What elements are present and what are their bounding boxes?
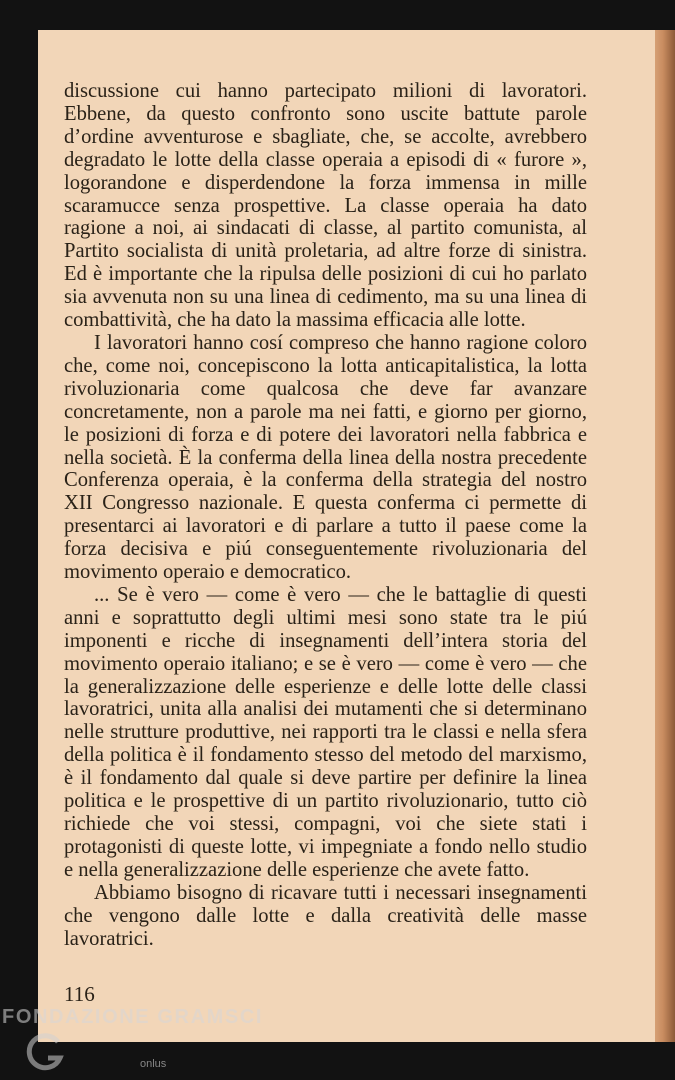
paragraph-3: ... Se è vero — come è vero — che le battaglie di questi anni e soprattutto degli ultimi mesi sono state tra le piú imponenti e ricche di insegnamenti dell’intera storia del movimento operaio italiano; e se è vero — come è vero — che la generalizzazione delle esperienze e delle lotte delle classi lavoratrici, unita alla analisi dei mutamenti che si determinano nelle strutture produttive, nei rapporti tra le classi e nella sfera della politica è il fondamento stesso del metodo del marxismo, è il fondamento dal quale si deve partire per definire la linea politica e le prospettive di un partito rivoluzionario, tutto ciò richiede che voi stessi, compagni, voi che siete stati i protagonisti di queste lotte, vi impegniate a fondo nello studio e nella generalizzazione delle esperienze che avete fatto. [64,583,587,881]
paragraph-1: discussione cui hanno partecipato milioni di lavoratori. Ebbene, da questo confronto sono uscite battute parole d’ordine avventurose e sbagliate, che, se accolte, avrebbero degradato le lotte della classe operaia a episodi di « furore », logorandone e disperdendone la forza immensa in mille scaramucce senza prospettive. La classe operaia ha dato ragione a noi, ai sindacati di classe, al partito comunista, al Partito socialista di unità proletaria, ad altre forze di sinistra. Ed è importante che la ripulsa delle posizioni di cui ho parlato sia avvenuta non su una linea di cedimento, ma su una linea di combattività, che ha dato la massima efficacia alle lotte. [64,80,587,332]
body-text [64,80,587,950]
book-edge [655,30,675,1042]
page-number: 116 [64,982,95,1006]
watermark-text: FONDAZIONE GRAMSCI [2,1006,264,1028]
paragraph-4: Abbiamo bisogno di ricavare tutti i necessari insegnamenti che vengono dalle lotte e dalla creatività delle masse lavoratrici. [64,881,587,950]
gramsci-logo-icon [26,1032,66,1072]
watermark-onlus: onlus [140,1058,167,1070]
watermark [2,1006,264,1076]
paragraph-2: I lavoratori hanno cosí compreso che hanno ragione coloro che, come noi, concepiscono la lotta anticapitalistica, la lotta rivoluzionaria come qualcosa che deve far avanzare concretamente, non a parole ma nei fatti, e giorno per giorno, le posizioni di forza e di potere dei lavoratori nella fabbrica e nella società. È la conferma della linea della nostra precedente Conferenza operaia, è la conferma della strategia del nostro XII Congresso nazionale. E questa conferma ci permette di presentarci ai lavoratori e di parlare a tutto il paese come la forza decisiva e piú conseguentemente rivoluzionaria del movimento operaio e democratico. [64,331,587,584]
